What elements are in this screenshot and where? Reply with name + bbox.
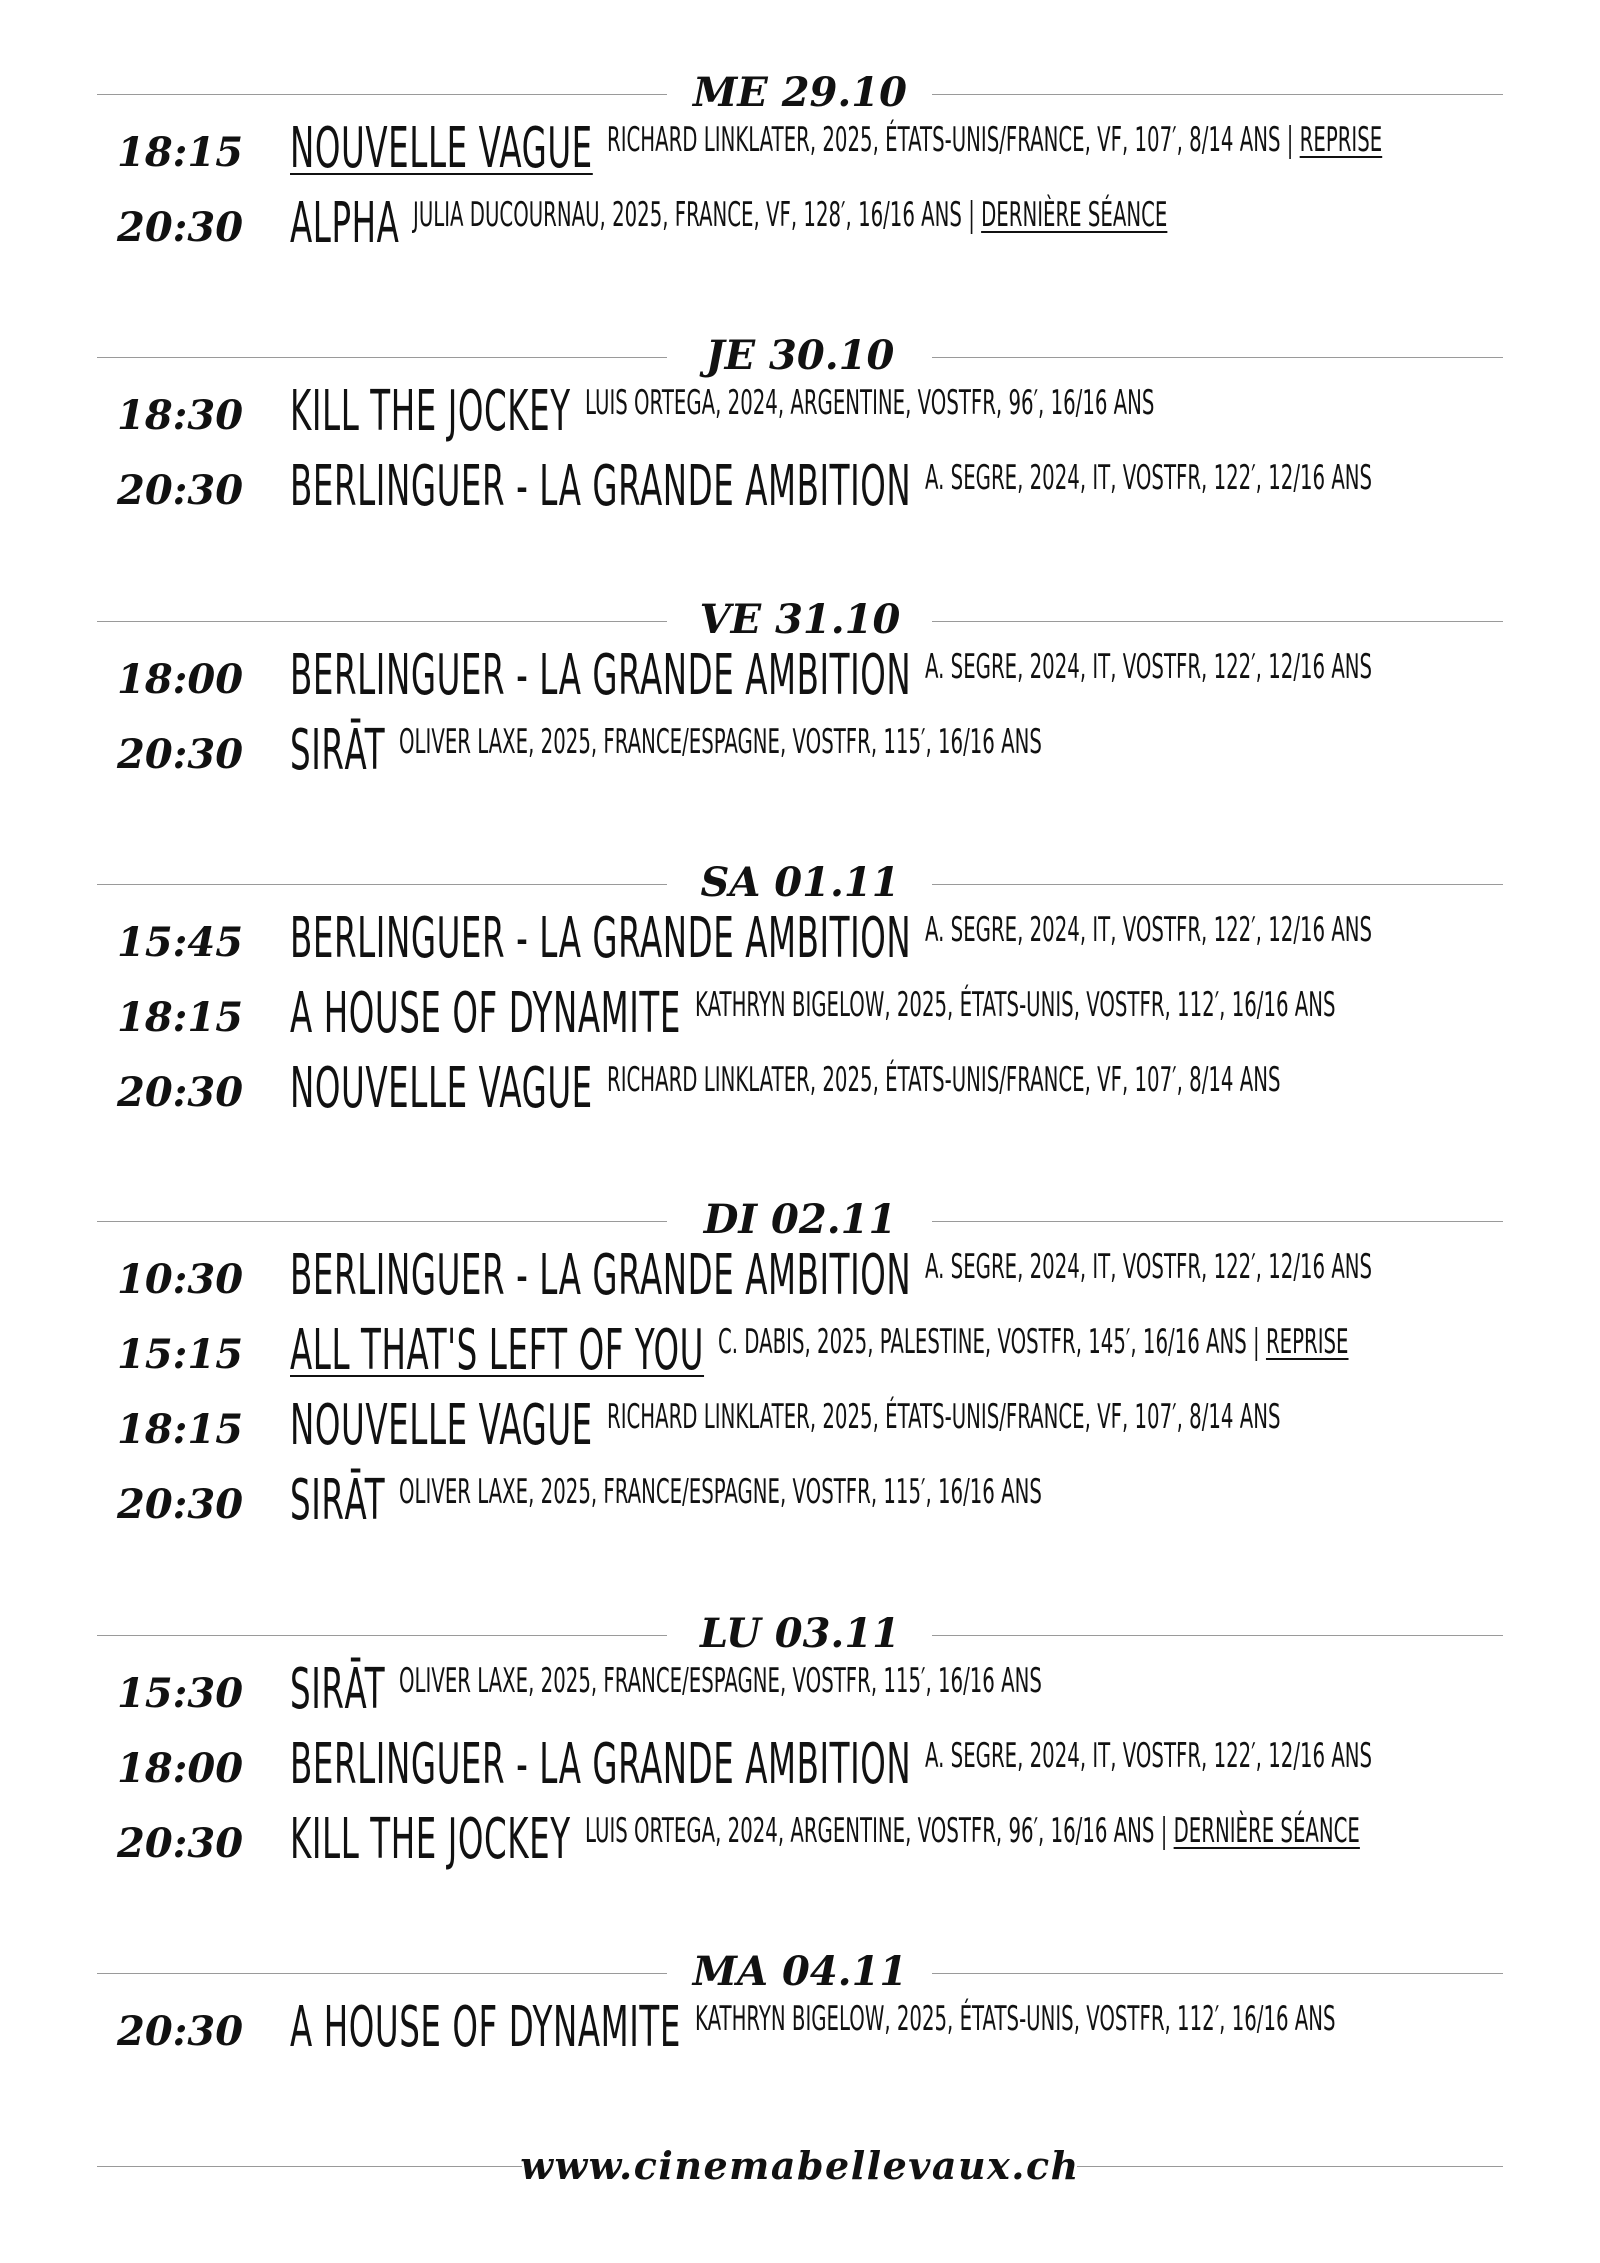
screening-time: 18:00 — [117, 656, 244, 703]
film-info — [290, 191, 1168, 257]
screening-time: 18:30 — [117, 392, 244, 439]
film-credits: RICHARD LINKLATER, 2025, ÉTATS-UNIS/FRANCE, VF, 107′, 8/14 ANS — [606, 120, 1281, 160]
day-section — [0, 852, 1600, 1121]
screening-time: 10:30 — [117, 1256, 244, 1303]
film-title[interactable]: BERLINGUER - LA GRANDE AMBITION — [290, 1732, 912, 1797]
film-title[interactable]: NOUVELLE VAGUE — [290, 1393, 593, 1458]
screening-time: 15:15 — [117, 1331, 244, 1378]
day-rule-right — [932, 1635, 1503, 1636]
film-credits: A. SEGRE, 2024, IT, VOSTFR, 122′, 12/16 ANS — [925, 1736, 1373, 1776]
film-details — [607, 1060, 1280, 1100]
film-title[interactable]: BERLINGUER - LA GRANDE AMBITION — [290, 906, 912, 971]
film-details — [718, 1322, 1349, 1362]
film-title[interactable]: SIRĀT — [290, 1468, 386, 1533]
day-date: ME 29.10 — [693, 69, 907, 116]
screening-row[interactable] — [0, 1056, 1600, 1131]
screening-row[interactable] — [0, 1393, 1600, 1468]
screening-row[interactable] — [0, 1243, 1600, 1318]
screening-time: 20:30 — [117, 467, 244, 514]
film-details — [399, 1661, 1042, 1701]
film-info — [290, 1318, 1349, 1384]
screening-row[interactable] — [0, 1807, 1600, 1882]
film-credits: LUIS ORTEGA, 2024, ARGENTINE, VOSTFR, 96′, 16/16 ANS — [584, 1811, 1155, 1851]
film-details — [413, 195, 1167, 235]
screening-note: REPRISE — [1265, 1322, 1349, 1362]
screening-row[interactable] — [0, 379, 1600, 454]
screening-time: 20:30 — [117, 204, 244, 251]
film-info — [290, 1243, 1373, 1309]
screening-row[interactable] — [0, 1468, 1600, 1543]
film-details — [925, 1736, 1372, 1776]
day-rule-right — [932, 357, 1503, 358]
film-credits: A. SEGRE, 2024, IT, VOSTFR, 122′, 12/16 ANS — [925, 1247, 1373, 1287]
footer-rule-right — [1077, 2166, 1503, 2167]
screening-row[interactable] — [0, 643, 1600, 718]
day-rule-right — [932, 621, 1503, 622]
film-details — [399, 722, 1042, 762]
film-title[interactable]: BERLINGUER - LA GRANDE AMBITION — [290, 1243, 912, 1308]
film-details — [925, 1247, 1372, 1287]
film-info — [290, 454, 1373, 520]
film-title[interactable]: KILL THE JOCKEY — [290, 1807, 571, 1872]
screening-row[interactable] — [0, 1657, 1600, 1732]
film-credits: A. SEGRE, 2024, IT, VOSTFR, 122′, 12/16 ANS — [925, 910, 1373, 950]
website-link[interactable]: www.cinemabellevaux.ch — [520, 2143, 1080, 2188]
film-credits: RICHARD LINKLATER, 2025, ÉTATS-UNIS/FRANCE, VF, 107′, 8/14 ANS — [606, 1060, 1281, 1100]
screening-time: 15:45 — [117, 919, 244, 966]
film-info — [290, 116, 1382, 182]
screening-time: 18:15 — [117, 994, 244, 1041]
screening-row[interactable] — [0, 454, 1600, 529]
screening-row[interactable] — [0, 1318, 1600, 1393]
film-details — [695, 985, 1336, 1025]
film-credits: RICHARD LINKLATER, 2025, ÉTATS-UNIS/FRANCE, VF, 107′, 8/14 ANS — [606, 1397, 1281, 1437]
day-section — [0, 1189, 1600, 1533]
separator: | — [962, 195, 982, 235]
film-details — [585, 1811, 1360, 1851]
film-info — [290, 1468, 1043, 1534]
film-details — [399, 1472, 1042, 1512]
day-section — [0, 1941, 1600, 2060]
film-info — [290, 643, 1373, 709]
film-title[interactable]: NOUVELLE VAGUE — [290, 1056, 593, 1121]
day-section — [0, 1603, 1600, 1872]
film-credits: OLIVER LAXE, 2025, FRANCE/ESPAGNE, VOSTFR, 115′, 16/16 ANS — [399, 1472, 1043, 1512]
film-details — [695, 1999, 1336, 2039]
day-rule-right — [932, 1973, 1503, 1974]
film-credits: KATHRYN BIGELOW, 2025, ÉTATS-UNIS, VOSTFR, 112′, 16/16 ANS — [694, 1999, 1336, 2039]
film-details — [607, 120, 1382, 160]
film-title[interactable]: NOUVELLE VAGUE — [290, 116, 593, 181]
film-credits: OLIVER LAXE, 2025, FRANCE/ESPAGNE, VOSTFR, 115′, 16/16 ANS — [399, 1661, 1043, 1701]
screening-row[interactable] — [0, 906, 1600, 981]
screening-note: REPRISE — [1299, 120, 1382, 160]
day-section — [0, 589, 1600, 783]
day-header — [0, 852, 1600, 912]
screening-time: 18:15 — [117, 129, 244, 176]
day-date: VE 31.10 — [699, 596, 901, 643]
screening-row[interactable] — [0, 1995, 1600, 2070]
film-info — [290, 981, 1336, 1047]
day-date: JE 30.10 — [705, 332, 895, 379]
film-title[interactable]: ALPHA — [290, 191, 400, 256]
day-rule-right — [932, 94, 1503, 95]
film-title[interactable]: SIRĀT — [290, 718, 386, 783]
separator: | — [1280, 120, 1300, 160]
screening-time: 20:30 — [117, 1069, 244, 1116]
film-details — [925, 910, 1372, 950]
film-info — [290, 1657, 1043, 1723]
film-title[interactable]: A HOUSE OF DYNAMITE — [290, 981, 681, 1046]
day-header — [0, 1603, 1600, 1663]
screening-time: 20:30 — [117, 1481, 244, 1528]
footer — [0, 2137, 1600, 2197]
day-date: SA 01.11 — [700, 859, 900, 906]
screening-time: 18:00 — [117, 1745, 244, 1792]
film-title[interactable]: ALL THAT'S LEFT OF YOU — [290, 1318, 705, 1383]
day-header — [0, 62, 1600, 122]
film-credits: A. SEGRE, 2024, IT, VOSTFR, 122′, 12/16 ANS — [925, 647, 1373, 687]
film-info — [290, 1056, 1281, 1122]
screening-row[interactable] — [0, 116, 1600, 191]
screening-time: 20:30 — [117, 731, 244, 778]
screening-note: DERNIÈRE SÉANCE — [981, 195, 1168, 235]
film-title[interactable]: A HOUSE OF DYNAMITE — [290, 1995, 681, 2060]
film-credits: OLIVER LAXE, 2025, FRANCE/ESPAGNE, VOSTFR, 115′, 16/16 ANS — [399, 722, 1043, 762]
screening-time: 18:15 — [117, 1406, 244, 1453]
film-info — [290, 1995, 1336, 2061]
film-details — [585, 383, 1154, 423]
separator: | — [1154, 1811, 1174, 1851]
day-rule-right — [932, 1221, 1503, 1222]
film-title[interactable]: BERLINGUER - LA GRANDE AMBITION — [290, 643, 912, 708]
film-title[interactable]: KILL THE JOCKEY — [290, 379, 571, 444]
screening-row[interactable] — [0, 718, 1600, 793]
film-credits: LUIS ORTEGA, 2024, ARGENTINE, VOSTFR, 96′, 16/16 ANS — [584, 383, 1155, 423]
day-section — [0, 325, 1600, 519]
day-header — [0, 1189, 1600, 1249]
day-header — [0, 325, 1600, 385]
film-credits: JULIA DUCOURNAU, 2025, FRANCE, VF, 128′, 16/16 ANS — [413, 195, 963, 235]
film-info — [290, 1807, 1360, 1873]
screening-row[interactable] — [0, 1732, 1600, 1807]
film-details — [925, 647, 1372, 687]
screening-row[interactable] — [0, 981, 1600, 1056]
screening-time: 20:30 — [117, 1820, 244, 1867]
film-info — [290, 379, 1155, 445]
day-date: MA 04.11 — [692, 1948, 908, 1995]
day-date: LU 03.11 — [700, 1610, 900, 1657]
separator: | — [1246, 1322, 1266, 1362]
film-info — [290, 1732, 1373, 1798]
day-date: DI 02.11 — [703, 1196, 897, 1243]
film-title[interactable]: SIRĀT — [290, 1657, 386, 1722]
film-info — [290, 906, 1373, 972]
day-header — [0, 589, 1600, 649]
screening-time: 20:30 — [117, 2008, 244, 2055]
film-credits: C. DABIS, 2025, PALESTINE, VOSTFR, 145′, 16/16 ANS — [718, 1322, 1247, 1362]
day-rule-right — [932, 884, 1503, 885]
day-section — [0, 62, 1600, 256]
film-credits: KATHRYN BIGELOW, 2025, ÉTATS-UNIS, VOSTFR, 112′, 16/16 ANS — [694, 985, 1336, 1025]
screening-note: DERNIÈRE SÉANCE — [1173, 1811, 1360, 1851]
screening-row[interactable] — [0, 191, 1600, 266]
day-header — [0, 1941, 1600, 2001]
screening-time: 15:30 — [117, 1670, 244, 1717]
film-title[interactable]: BERLINGUER - LA GRANDE AMBITION — [290, 454, 912, 519]
film-info — [290, 718, 1043, 784]
film-info — [290, 1393, 1281, 1459]
film-credits: A. SEGRE, 2024, IT, VOSTFR, 122′, 12/16 ANS — [925, 458, 1373, 498]
film-details — [925, 458, 1372, 498]
film-details — [607, 1397, 1280, 1437]
